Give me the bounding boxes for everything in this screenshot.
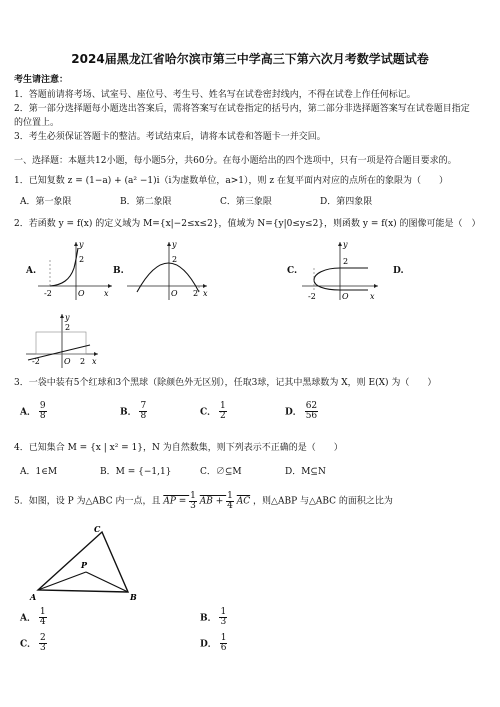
curve	[50, 248, 78, 286]
q4-stem: 4．已知集合 M = {x | x² = 1}，N 为自然数集，则下列表示不正确的是（ ）	[14, 443, 343, 453]
x-label: x	[370, 292, 375, 301]
point-c-label: C	[94, 524, 101, 534]
origin-label: O	[64, 357, 71, 366]
tick-neg2: -2	[44, 289, 52, 298]
q2-label-c: C.	[287, 266, 298, 276]
y-axis-arrow-icon	[338, 242, 342, 246]
tick-2: 2	[65, 323, 71, 332]
y-axis-arrow-icon	[74, 242, 78, 246]
notice-item-3: 3．考生必须保证答题卡的整洁。考试结束后，请将本试卷和答题卡一并交回。	[14, 132, 326, 142]
q5-option-b	[200, 608, 227, 628]
denominator: 4	[227, 501, 233, 512]
fraction	[39, 402, 47, 422]
q4-option-b: B．M = {−1,1}	[100, 467, 172, 477]
page-title: 2024届黑龙江省哈尔滨市第三中学高三下第六次月考数学试题试卷	[71, 52, 429, 66]
q1-option-a: A．第一象限	[20, 197, 72, 207]
section-heading: 一、选择题：本题共12小题，每小题5分，共60分。在每小题给出的四个选项中，只有一项是符合题目要求的。	[14, 156, 457, 166]
vector-ab: AB +	[199, 496, 227, 507]
stem-text-end: ，则△ABP 与△ABC 的面积之比为	[253, 496, 393, 507]
option-label: C．	[20, 639, 37, 650]
q2-graph-d	[24, 312, 102, 370]
x-axis-arrow-icon	[203, 284, 207, 288]
q5-option-d	[200, 634, 227, 654]
x-label: x	[203, 289, 208, 298]
notice-item-2-cont: 的位置上。	[14, 118, 60, 128]
x-label: x	[104, 289, 109, 298]
notice-heading: 考生请注意：	[14, 75, 69, 85]
denominator: 2	[220, 411, 226, 422]
denominator: 8	[39, 411, 46, 422]
denominator: 3	[190, 501, 196, 512]
denominator: 3	[40, 643, 46, 654]
q4-option-d: D．M⊆N	[285, 467, 326, 477]
vector-ap: AP =	[163, 496, 190, 507]
q4-option-a: A．1∈M	[20, 467, 58, 477]
x-axis-arrow-icon	[94, 352, 98, 356]
q3-option-a	[20, 402, 47, 422]
q2-graph-c	[300, 238, 382, 302]
denominator: 4	[39, 617, 46, 628]
q2-label-a: A.	[26, 266, 37, 276]
option-label: C．	[200, 407, 217, 418]
x-axis-arrow-icon	[374, 284, 378, 288]
numerator: 2	[40, 633, 46, 643]
q3-option-b	[120, 402, 147, 422]
q2-graph-a	[36, 238, 116, 302]
tick-2: 2	[343, 257, 349, 266]
fraction-1	[189, 492, 197, 512]
guide-rect	[36, 332, 86, 354]
q2-stem: 2．若函数 y = f(x) 的定义域为 M={x|−2≤x≤2}，值域为 N={y|0≤y≤2}，则函数 y = f(x) 的图像可能是（ ）	[14, 219, 481, 229]
y-axis-arrow-icon	[60, 314, 64, 318]
tick-2: 2	[172, 255, 178, 264]
numerator: 1	[227, 491, 233, 501]
q4-option-c: C．∅⊆M	[200, 467, 242, 477]
q3-option-d	[285, 402, 318, 422]
stem-text: 5．如图，设 P 为△ABC 内一点，且	[14, 496, 161, 507]
denominator: 6	[220, 643, 227, 654]
y-axis-arrow-icon	[167, 242, 171, 246]
origin-label: O	[171, 289, 178, 298]
vector-ac: $\overline{AC}$	[236, 496, 251, 507]
numerator: 9	[39, 401, 46, 411]
origin-label: O	[78, 289, 85, 298]
notice-item-2: 2．第一部分选择题每小题选出答案后，需将答案写在试卷指定的括号内，第二部分非选择题答案写在试卷题目指定	[14, 104, 470, 114]
option-label: D．	[285, 407, 302, 418]
q5-option-a	[20, 608, 47, 628]
y-label: y	[65, 313, 70, 322]
tick-neg2: -2	[32, 357, 40, 366]
option-label: D．	[200, 639, 217, 650]
y-label: y	[79, 240, 84, 249]
x-label: x	[92, 357, 97, 366]
denominator: 3	[220, 617, 227, 628]
numerator: 1	[220, 633, 227, 643]
point-p-label: P	[81, 560, 88, 570]
point-b-label: B	[130, 592, 137, 602]
tick-x-2: 2	[80, 357, 86, 366]
curve	[314, 268, 368, 290]
segment-bp	[86, 572, 128, 592]
q5-stem	[14, 492, 393, 512]
tick-x-2: 2	[193, 289, 199, 298]
option-label: A．	[20, 407, 36, 418]
q1-option-b: B．第二象限	[120, 197, 172, 207]
q5-option-c	[20, 634, 47, 654]
denominator: 8	[140, 411, 147, 422]
q5-triangle-diagram	[26, 520, 146, 605]
numerator: 62	[305, 401, 318, 411]
fraction	[39, 634, 47, 654]
curve	[137, 263, 199, 292]
option-label: B．	[120, 407, 137, 418]
q3-option-c	[200, 402, 227, 422]
x-axis-arrow-icon	[108, 284, 112, 288]
fraction	[220, 634, 228, 654]
option-label: A．	[20, 613, 36, 624]
fraction	[219, 608, 227, 628]
option-label: B．	[200, 613, 217, 624]
fraction-2	[226, 492, 234, 512]
fraction	[219, 402, 227, 422]
fraction	[39, 608, 47, 628]
tick-neg2: -2	[308, 292, 316, 301]
fraction	[305, 402, 318, 422]
numerator: 1	[220, 401, 226, 411]
q1-option-c: C．第三象限	[220, 197, 272, 207]
numerator: 1	[220, 607, 227, 617]
denominator: 56	[305, 411, 318, 422]
y-label: y	[343, 240, 348, 249]
notice-item-1: 1．答题前请将考场、试室号、座位号、考生号、姓名写在试卷密封线内，不得在试卷上作任何标记。	[14, 90, 416, 100]
tick-2: 2	[79, 255, 85, 264]
q3-stem: 3．一袋中装有5个红球和3个黑球（除颜色外无区别），任取3球，记其中黑球数为 X，则 E(X) 为（ ）	[14, 378, 437, 388]
fraction	[139, 402, 147, 422]
numerator: 1	[190, 491, 196, 501]
segment-ap	[38, 572, 86, 590]
numerator: 7	[140, 401, 147, 411]
q1-stem: 1．已知复数 z = (1−a) + (a² −1)i（i为虚数单位，a>1），则 z 在复平面内对应的点所在的象限为（ ）	[14, 176, 448, 186]
q2-label-b: B.	[113, 266, 124, 276]
numerator: 1	[39, 607, 46, 617]
origin-label: O	[342, 292, 349, 301]
point-a-label: A	[30, 592, 37, 602]
q2-label-d: D.	[393, 266, 404, 276]
q1-option-d: D．第四象限	[320, 197, 373, 207]
y-label: y	[172, 240, 177, 249]
q2-graph-b	[125, 238, 210, 302]
